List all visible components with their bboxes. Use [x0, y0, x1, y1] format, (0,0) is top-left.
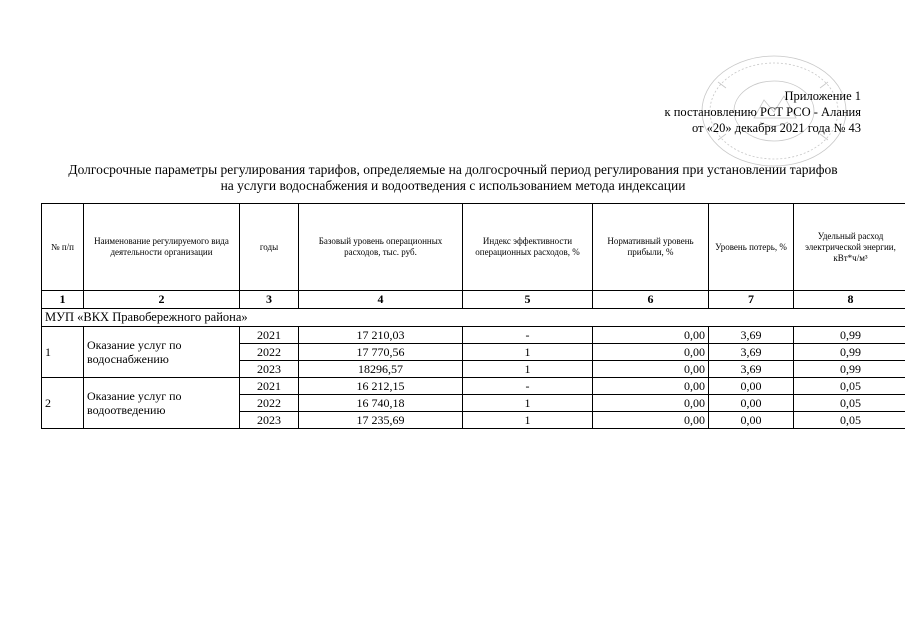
energy-consumption-cell: 0,05: [794, 378, 905, 395]
organization-row: [42, 309, 905, 327]
document-title: [40, 162, 866, 194]
column-number: 2: [84, 291, 240, 309]
energy-consumption-cell: 0,99: [794, 344, 905, 361]
profit-level-cell: 0,00: [593, 361, 709, 378]
efficiency-index-cell: -: [463, 378, 593, 395]
appendix-line: Приложение 1: [784, 89, 861, 103]
header-cell: Уровень потерь, %: [709, 204, 794, 291]
efficiency-index-cell: 1: [463, 412, 593, 429]
year-cell: 2021: [240, 327, 299, 344]
profit-level-cell: 0,00: [593, 378, 709, 395]
column-number: 7: [709, 291, 794, 309]
energy-consumption-cell: 0,99: [794, 327, 905, 344]
table-row: [42, 378, 905, 395]
header-cell: годы: [240, 204, 299, 291]
row-number: 2: [42, 378, 84, 429]
profit-level-cell: 0,00: [593, 395, 709, 412]
losses-level-cell: 3,69: [709, 327, 794, 344]
header-cell: Нормативный уровень прибыли, %: [593, 204, 709, 291]
title-line-2: на услуги водоснабжения и водоотведения с использованием метода индексации: [220, 178, 686, 193]
year-cell: 2023: [240, 412, 299, 429]
losses-level-cell: 3,69: [709, 361, 794, 378]
efficiency-index-cell: 1: [463, 361, 593, 378]
header-cell: Удельный расход электрической энергии, кВт*ч/м³: [794, 204, 905, 291]
column-number-row: [42, 291, 905, 309]
base-opex-cell: 18296,57: [299, 361, 463, 378]
year-cell: 2023: [240, 361, 299, 378]
profit-level-cell: 0,00: [593, 327, 709, 344]
column-number: 3: [240, 291, 299, 309]
decree-reference-line: к постановлению РСТ РСО - Алания: [664, 105, 861, 119]
losses-level-cell: 0,00: [709, 395, 794, 412]
row-number: 1: [42, 327, 84, 378]
base-opex-cell: 17 210,03: [299, 327, 463, 344]
losses-level-cell: 0,00: [709, 412, 794, 429]
energy-consumption-cell: 0,99: [794, 361, 905, 378]
service-name: Оказание услуг по водоотведению: [84, 378, 240, 429]
tariff-parameters-table: [41, 203, 905, 429]
energy-consumption-cell: 0,05: [794, 412, 905, 429]
energy-consumption-cell: 0,05: [794, 395, 905, 412]
decree-date-line: от «20» декабря 2021 года № 43: [691, 121, 861, 135]
efficiency-index-cell: -: [463, 327, 593, 344]
column-number: 8: [794, 291, 905, 309]
header-cell: Наименование регулируемого вида деятельности организации: [84, 204, 240, 291]
table-row: [42, 327, 905, 344]
title-line-1: Долгосрочные параметры регулирования тарифов, определяемые на долгосрочный период регулирования при установлении тарифов: [68, 162, 838, 177]
column-number: 5: [463, 291, 593, 309]
base-opex-cell: 17 235,69: [299, 412, 463, 429]
column-number: 4: [299, 291, 463, 309]
column-number: 1: [42, 291, 84, 309]
profit-level-cell: 0,00: [593, 344, 709, 361]
column-number: 6: [593, 291, 709, 309]
base-opex-cell: 17 770,56: [299, 344, 463, 361]
efficiency-index-cell: 1: [463, 344, 593, 361]
header-cell: № п/п: [42, 204, 84, 291]
header-cell: Индекс эффективности операционных расходов, %: [463, 204, 593, 291]
table-header-row: [42, 204, 905, 291]
losses-level-cell: 0,00: [709, 378, 794, 395]
base-opex-cell: 16 212,15: [299, 378, 463, 395]
service-name: Оказание услуг по водоснабжению: [84, 327, 240, 378]
profit-level-cell: 0,00: [593, 412, 709, 429]
base-opex-cell: 16 740,18: [299, 395, 463, 412]
organization-name: МУП «ВКХ Правобережного района»: [42, 309, 905, 327]
year-cell: 2022: [240, 395, 299, 412]
efficiency-index-cell: 1: [463, 395, 593, 412]
year-cell: 2022: [240, 344, 299, 361]
losses-level-cell: 3,69: [709, 344, 794, 361]
year-cell: 2021: [240, 378, 299, 395]
appendix-header: [665, 88, 862, 136]
header-cell: Базовый уровень операционных расходов, тыс. руб.: [299, 204, 463, 291]
